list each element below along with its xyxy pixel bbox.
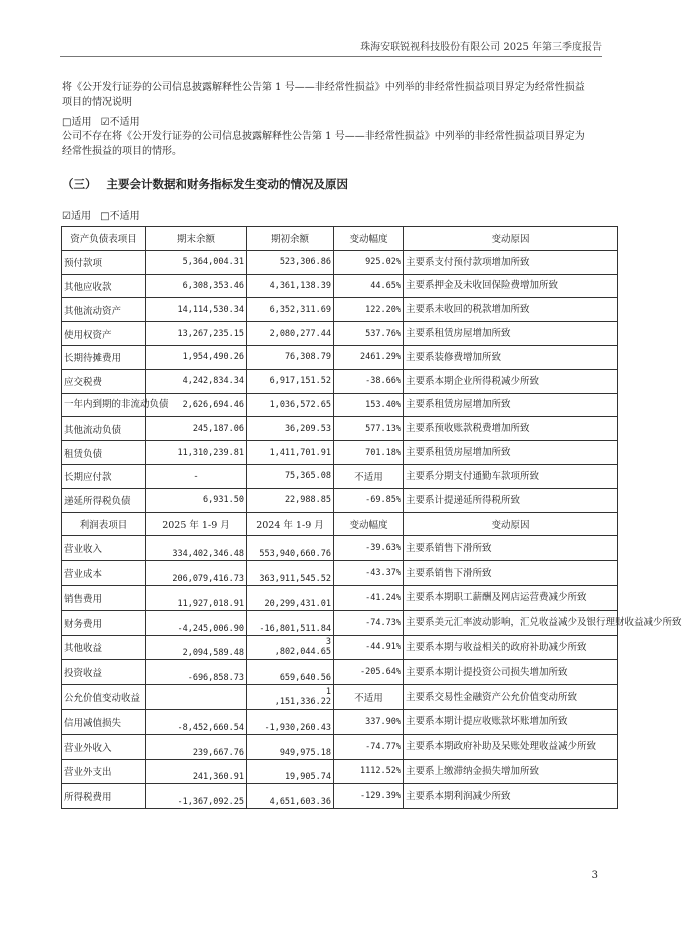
income-prior-value-part1: 3 (325, 637, 331, 648)
income-item-name: 营业收入 (62, 536, 146, 561)
balance-begin-value: 2,080,277.44 (247, 322, 334, 346)
balance-begin-value: 75,365.08 (247, 464, 334, 488)
income-item-name: 营业外收入 (62, 734, 146, 759)
balance-end-value: 6,931.50 (146, 488, 247, 512)
balance-change-reason: 主要系支付预付款项增加所致 (404, 250, 618, 274)
balance-row (62, 322, 618, 346)
income-current-value: 206,079,416.73 (146, 561, 247, 586)
balance-end-value: 5,364,004.31 (146, 250, 247, 274)
section-option-applicable[interactable]: ☑适用 (62, 211, 91, 222)
balance-row (62, 298, 618, 322)
balance-change-pct: -69.85% (334, 488, 404, 512)
income-change-reason: 主要系本期计提投资公司损失增加所致 (404, 660, 618, 685)
income-item-name: 所得税费用 (62, 784, 146, 809)
income-change-pct: 不适用 (334, 685, 404, 710)
income-current-value: 11,927,018.91 (146, 585, 247, 610)
income-prior-value: 19,905.74 (247, 759, 334, 784)
income-header-cell: 变动幅度 (334, 512, 404, 536)
balance-change-reason: 主要系租赁房屋增加所致 (404, 322, 618, 346)
balance-row (62, 250, 618, 274)
balance-row (62, 393, 618, 417)
balance-change-reason: 主要系计提递延所得税所致 (404, 488, 618, 512)
balance-row (62, 369, 618, 393)
income-current-value: -4,245,006.90 (146, 610, 247, 635)
balance-change-pct: 122.20% (334, 298, 404, 322)
header-divider (60, 56, 602, 57)
balance-change-pct: 701.18% (334, 441, 404, 465)
balance-begin-value: 523,306.86 (247, 250, 334, 274)
balance-header-cell: 期末余额 (146, 227, 247, 251)
income-change-pct: 1112.52% (334, 759, 404, 784)
income-change-pct: 337.90% (334, 709, 404, 734)
balance-row (62, 464, 618, 488)
income-item-name: 财务费用 (62, 610, 146, 635)
income-item-name: 营业外支出 (62, 759, 146, 784)
financial-changes-table (61, 226, 682, 809)
income-change-reason: 主要系本期计提应收账款坏账增加所致 (404, 709, 618, 734)
balance-row (62, 488, 618, 512)
balance-change-reason: 主要系租赁房屋增加所致 (404, 441, 618, 465)
balance-change-pct: -38.66% (334, 369, 404, 393)
income-item-name: 公允价值变动收益 (62, 685, 146, 710)
balance-end-value: 245,187.06 (146, 417, 247, 441)
balance-change-pct: 不适用 (334, 464, 404, 488)
income-change-reason: 主要系上缴滞纳金损失增加所致 (404, 759, 618, 784)
income-header-cell: 2025 年 1-9 月 (146, 512, 247, 536)
balance-item-name: 使用权资产 (62, 322, 146, 346)
balance-begin-value: 1,411,701.91 (247, 441, 334, 465)
balance-change-reason: 主要系押金及未收回保险费增加所致 (404, 274, 618, 298)
balance-end-value: 4,242,834.34 (146, 369, 247, 393)
intro-line-1: 将《公开发行证券的公司信息披露解释性公告第 1 号——非经常性损益》中列举的非经常性损益项目界定为经常性损益 (62, 82, 585, 93)
balance-end-value: 11,310,239.81 (146, 441, 247, 465)
income-change-reason: 主要系美元汇率波动影响，汇兑收益减少及银行理财收益减少所致 (404, 610, 618, 635)
balance-change-pct: 153.40% (334, 393, 404, 417)
balance-item-name: 递延所得税负债 (62, 488, 146, 512)
income-item-name: 信用减值损失 (62, 709, 146, 734)
income-current-value: -696,858.73 (146, 660, 247, 685)
balance-item-name: 长期待摊费用 (62, 345, 146, 369)
income-prior-value: -16,801,511.84 (247, 610, 334, 635)
section-heading: 主要会计数据和财务指标发生变动的情况及原因 (106, 177, 348, 191)
income-change-reason: 主要系交易性金融资产公允价值变动所致 (404, 685, 618, 710)
income-current-value: 2,094,589.48 (146, 635, 247, 660)
intro-line-2: 项目的情况说明 (62, 97, 132, 108)
intro-note-line-1: 公司不存在将《公开发行证券的公司信息披露解释性公告第 1 号——非经常性损益》中列举的非经常性损益项目界定为 (62, 131, 585, 142)
balance-end-value: - (146, 464, 247, 488)
balance-change-reason: 主要系分期支付通勤车款项所致 (404, 464, 618, 488)
balance-begin-value: 22,988.85 (247, 488, 334, 512)
income-change-pct: -74.77% (334, 734, 404, 759)
income-current-value: 239,667.76 (146, 734, 247, 759)
income-current-value: 241,360.91 (146, 759, 247, 784)
balance-change-reason: 主要系装修费增加所致 (404, 345, 618, 369)
income-current-value: -1,367,092.25 (146, 784, 247, 809)
income-current-value: -8,452,660.54 (146, 709, 247, 734)
balance-item-name: 一年内到期的非流动负债 (62, 393, 146, 417)
income-change-pct: -205.64% (334, 660, 404, 685)
balance-end-value: 1,954,490.26 (146, 345, 247, 369)
financial-table-body (62, 227, 682, 809)
balance-change-pct: 2461.29% (334, 345, 404, 369)
income-prior-value-part2: ,802,044.65 (274, 647, 331, 658)
balance-row (62, 441, 618, 465)
income-header-cell: 2024 年 1-9 月 (247, 512, 334, 536)
section-option-not-applicable[interactable]: □不适用 (100, 211, 140, 222)
income-row (62, 610, 618, 635)
page-number: 3 (591, 870, 598, 881)
income-row (62, 561, 618, 586)
balance-begin-value: 76,308.79 (247, 345, 334, 369)
income-prior-value: 949,975.18 (247, 734, 334, 759)
balance-change-pct: 44.65% (334, 274, 404, 298)
balance-header-cell: 变动原因 (404, 227, 618, 251)
balance-end-value: 6,308,353.46 (146, 274, 247, 298)
income-item-name: 其他收益 (62, 635, 146, 660)
page-header: 珠海安联锐视科技股份有限公司 2025 年第三季度报告 (360, 42, 602, 53)
income-prior-value: 659,640.56 (247, 660, 334, 685)
intro-option-not-applicable[interactable]: ☑不适用 (100, 117, 140, 128)
balance-end-value: 2,626,694.46 (146, 393, 247, 417)
income-current-value (146, 685, 247, 710)
intro-paragraph (62, 80, 592, 110)
income-item-name: 营业成本 (62, 561, 146, 586)
income-prior-value: 553,940,660.76 (247, 536, 334, 561)
balance-item-name: 其他流动资产 (62, 298, 146, 322)
income-change-pct: -43.37% (334, 561, 404, 586)
income-header-cell: 变动原因 (404, 512, 618, 536)
income-change-pct: -129.39% (334, 784, 404, 809)
income-prior-value: -1,930,260.43 (247, 709, 334, 734)
balance-row (62, 345, 618, 369)
balance-change-reason: 主要系租赁房屋增加所致 (404, 393, 618, 417)
income-row (62, 585, 618, 610)
balance-begin-value: 6,917,151.52 (247, 369, 334, 393)
income-row (62, 709, 618, 734)
income-change-reason: 主要系销售下滑所致 (404, 536, 618, 561)
income-row (62, 784, 618, 809)
balance-row (62, 417, 618, 441)
intro-option-applicable[interactable]: □适用 (62, 117, 92, 128)
income-row (62, 660, 618, 685)
balance-item-name: 租赁负债 (62, 441, 146, 465)
income-change-reason: 主要系本期与收益相关的政府补助减少所致 (404, 635, 618, 660)
income-item-name: 销售费用 (62, 585, 146, 610)
section-number: （三） (62, 177, 97, 191)
income-change-reason: 主要系本期职工薪酬及网店运营费减少所致 (404, 585, 618, 610)
income-change-reason: 主要系本期政府补助及呆账处理收益减少所致 (404, 734, 618, 759)
balance-header-cell: 资产负债表项目 (62, 227, 146, 251)
income-row (62, 734, 618, 759)
income-row (62, 635, 618, 660)
intro-note (62, 129, 592, 159)
balance-change-reason: 主要系未收回的税款增加所致 (404, 298, 618, 322)
income-prior-value-part1: 1 (325, 687, 331, 698)
section-options (62, 207, 146, 222)
balance-change-pct: 577.13% (334, 417, 404, 441)
income-header-cell: 利润表项目 (62, 512, 146, 536)
balance-item-name: 长期应付款 (62, 464, 146, 488)
income-current-value: 334,402,346.48 (146, 536, 247, 561)
balance-item-name: 应交税费 (62, 369, 146, 393)
income-prior-value: 363,911,545.52 (247, 561, 334, 586)
income-prior-value-part2: ,151,336.22 (274, 697, 331, 708)
balance-end-value: 13,267,235.15 (146, 322, 247, 346)
section-title (62, 176, 348, 192)
balance-header-cell: 变动幅度 (334, 227, 404, 251)
income-item-name: 投资收益 (62, 660, 146, 685)
balance-begin-value: 6,352,311.69 (247, 298, 334, 322)
income-prior-value: 20,299,431.01 (247, 585, 334, 610)
income-row (62, 536, 618, 561)
balance-row (62, 274, 618, 298)
income-prior-value (247, 635, 334, 660)
balance-begin-value: 36,209.53 (247, 417, 334, 441)
balance-begin-value: 1,036,572.65 (247, 393, 334, 417)
balance-header-row (62, 227, 618, 251)
balance-change-reason: 主要系预收账款税费增加所致 (404, 417, 618, 441)
balance-item-name: 其他流动负债 (62, 417, 146, 441)
income-change-pct: -44.91% (334, 635, 404, 660)
intro-options (62, 113, 146, 128)
income-row (62, 685, 618, 710)
income-row (62, 759, 618, 784)
income-change-reason: 主要系本期利润减少所致 (404, 784, 618, 809)
balance-item-name: 其他应收款 (62, 274, 146, 298)
balance-item-name: 预付款项 (62, 250, 146, 274)
income-prior-value (247, 685, 334, 710)
balance-change-pct: 925.02% (334, 250, 404, 274)
income-change-pct: -74.73% (334, 610, 404, 635)
intro-note-line-2: 经常性损益的项目的情形。 (62, 146, 182, 157)
balance-end-value: 14,114,530.34 (146, 298, 247, 322)
balance-begin-value: 4,361,138.39 (247, 274, 334, 298)
income-header-row (62, 512, 618, 536)
income-change-pct: -39.63% (334, 536, 404, 561)
balance-change-pct: 537.76% (334, 322, 404, 346)
income-change-pct: -41.24% (334, 585, 404, 610)
income-prior-value: 4,651,603.36 (247, 784, 334, 809)
income-change-reason: 主要系销售下滑所致 (404, 561, 618, 586)
balance-header-cell: 期初余额 (247, 227, 334, 251)
balance-change-reason: 主要系本期企业所得税减少所致 (404, 369, 618, 393)
